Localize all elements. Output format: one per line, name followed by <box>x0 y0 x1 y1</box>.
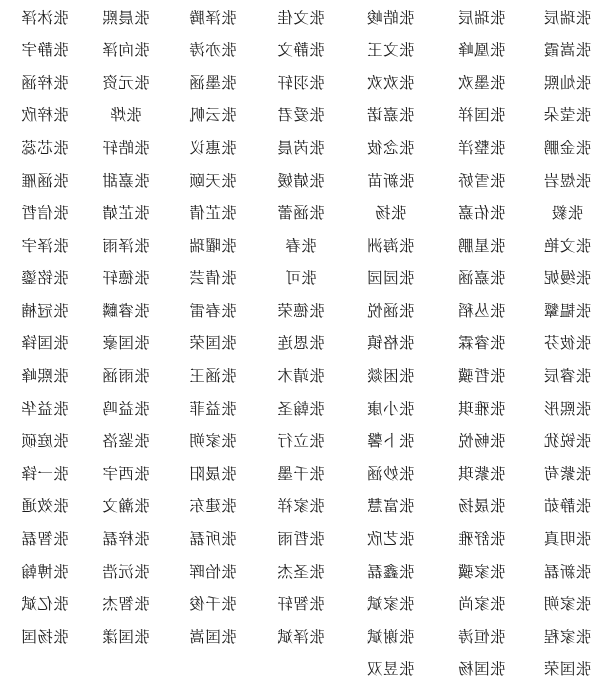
name-cell: 张嘉甜 <box>101 171 150 190</box>
name-cell: 张涵王 <box>189 367 238 386</box>
name-cell: 张皓轩 <box>101 138 150 157</box>
name-cell: 张扬国 <box>20 627 69 646</box>
name-cell: 张沅浩 <box>101 562 150 581</box>
name-cell: 张天颐 <box>189 171 238 190</box>
name-cell: 张泽雨 <box>101 236 150 255</box>
name-row <box>8 654 608 686</box>
name-row <box>8 230 608 263</box>
name-row <box>8 328 608 361</box>
name-cell: 张元资 <box>101 73 150 92</box>
name-cell: 张家朔 <box>543 595 592 614</box>
name-cell: 张涵雁 <box>20 171 69 190</box>
name-cell: 张恒涛 <box>457 627 506 646</box>
name-cell: 张春 <box>284 236 317 255</box>
name-row <box>8 100 608 133</box>
name-cell: 张念彼 <box>366 138 415 157</box>
name-row <box>8 621 608 654</box>
name-cell: 张整洋 <box>457 138 506 157</box>
name-row <box>8 35 608 68</box>
name-cell: 张海洲 <box>366 236 415 255</box>
name-row <box>8 165 608 198</box>
name-cell: 张翰圣 <box>276 399 325 418</box>
name-cell: 张智轩 <box>276 595 325 614</box>
name-cell: 张佑嘉 <box>457 204 506 223</box>
name-cell: 张灿熙 <box>543 73 592 92</box>
name-cell: 张国祥 <box>457 106 506 125</box>
name-cell: 张紫苟 <box>543 464 592 483</box>
name-cell: 张涵悦 <box>366 301 415 320</box>
name-cell: 张春雷 <box>189 301 238 320</box>
name-cell: 张泽腾 <box>189 8 238 27</box>
name-cell: 张立行 <box>276 432 325 451</box>
name-cell: 张富慧 <box>366 497 415 516</box>
name-cell: 张谢斌 <box>366 627 415 646</box>
name-cell: 张新苗 <box>366 171 415 190</box>
name-cell: 张梓涵 <box>20 73 69 92</box>
name-cell: 张向泽 <box>101 41 150 60</box>
name-cell: 张鑫磊 <box>366 562 415 581</box>
name-cell: 张圣杰 <box>276 562 325 581</box>
name-row <box>8 393 608 426</box>
name-cell: 张可 <box>284 269 317 288</box>
name-cell: 张西宇 <box>101 464 150 483</box>
name-cell: 张国荣 <box>543 660 592 679</box>
name-cell: 张哲骥 <box>457 367 506 386</box>
name-cell: 张晟扬 <box>457 497 506 516</box>
name-row <box>8 295 608 328</box>
name-cell: 张国荣 <box>189 334 238 353</box>
name-row <box>8 2 608 35</box>
name-cell: 张国漾 <box>101 627 150 646</box>
name-cell: 张鉴洛 <box>101 432 150 451</box>
name-cell: 张涵蕾 <box>276 204 325 223</box>
name-row <box>8 589 608 622</box>
name-cell: 张哲雨 <box>276 530 325 549</box>
name-cell: 张益菲 <box>189 399 238 418</box>
name-cell: 张婧媛 <box>276 171 325 190</box>
name-cell: 张舒雅 <box>457 530 506 549</box>
name-cell: 张锐犹 <box>543 432 592 451</box>
name-cell: 张曜瑞 <box>189 236 238 255</box>
name-row <box>8 132 608 165</box>
name-cell: 张墨欢 <box>457 73 506 92</box>
name-cell: 张彼芬 <box>543 334 592 353</box>
name-cell: 张靖木 <box>276 367 325 386</box>
name-cell: 张嘉涵 <box>457 269 506 288</box>
name-cell: 张煜岩 <box>543 171 592 190</box>
name-cell: 张毅 <box>551 204 584 223</box>
name-cell: 张扬 <box>374 204 407 223</box>
name-cell: 张格镇 <box>366 334 415 353</box>
name-cell: 张惠议 <box>189 138 238 157</box>
name-cell: 张文佳 <box>276 8 325 27</box>
name-cell: 张睿辰 <box>543 367 592 386</box>
name-cell: 张金鹏 <box>543 138 592 157</box>
name-cell: 张芯蕊 <box>20 138 69 157</box>
name-cell: 张睿麟 <box>101 301 150 320</box>
name-cell: 张德荣 <box>276 301 325 320</box>
name-cell: 张家祥 <box>276 497 325 516</box>
name-cell: 张芮晨 <box>276 138 325 157</box>
name-cell: 张熙彤 <box>543 399 592 418</box>
name-cell: 张铭鎏 <box>20 269 69 288</box>
name-cell: 张静文 <box>276 41 325 60</box>
name-cell: 张瑞辰 <box>457 8 506 27</box>
name-cell: 张文王 <box>366 41 415 60</box>
name-cell: 张困燚 <box>366 367 415 386</box>
name-cell: 张羽轩 <box>276 73 325 92</box>
name-grid <box>8 2 608 686</box>
name-row <box>8 263 608 296</box>
name-cell: 张一锋 <box>20 464 69 483</box>
name-cell: 张恩连 <box>276 334 325 353</box>
name-cell: 张家骥 <box>457 562 506 581</box>
name-cell: 张新磊 <box>543 562 592 581</box>
name-cell: 张千俊 <box>189 595 238 614</box>
name-cell: 张园园 <box>366 269 415 288</box>
name-cell: 张熙峰 <box>20 367 69 386</box>
name-cell: 张文艳 <box>543 236 592 255</box>
name-row <box>8 67 608 100</box>
name-cell: 张艺欣 <box>366 530 415 549</box>
name-cell: 张芷倩 <box>189 204 238 223</box>
name-cell: 张星鹏 <box>457 236 506 255</box>
name-cell: 张卜馨 <box>366 432 415 451</box>
name-cell: 张家斌 <box>366 595 415 614</box>
name-cell: 张冠楠 <box>20 301 69 320</box>
name-cell: 张智磊 <box>20 530 69 549</box>
name-cell: 张烨 <box>109 106 142 125</box>
name-cell: 张紫琪 <box>457 464 506 483</box>
name-cell: 张芷婧 <box>101 204 150 223</box>
name-cell: 张瑞辰 <box>543 8 592 27</box>
name-cell: 张韫颦 <box>543 301 592 320</box>
name-cell: 张益鸣 <box>101 399 150 418</box>
name-cell: 张国嵩 <box>189 627 238 646</box>
name-cell: 张晟阳 <box>189 464 238 483</box>
name-cell: 张梓磊 <box>101 530 150 549</box>
name-cell: 张爱君 <box>276 106 325 125</box>
name-cell: 张效通 <box>20 497 69 516</box>
name-row <box>8 556 608 589</box>
name-cell: 张梓欣 <box>20 106 69 125</box>
name-cell: 张雅琪 <box>457 399 506 418</box>
name-cell: 张家朔 <box>189 432 238 451</box>
name-cell: 张莹朵 <box>543 106 592 125</box>
name-cell: 张睿霖 <box>457 334 506 353</box>
name-row <box>8 458 608 491</box>
name-row <box>8 426 608 459</box>
name-cell: 张所磊 <box>189 530 238 549</box>
name-cell: 张倩芸 <box>189 269 238 288</box>
name-cell: 张国杨 <box>457 660 506 679</box>
name-cell: 张皓峻 <box>366 8 415 27</box>
name-cell: 张德轩 <box>101 269 150 288</box>
name-cell: 张益华 <box>20 399 69 418</box>
name-cell: 张千墨 <box>276 464 325 483</box>
name-cell: 张国豪 <box>101 334 150 353</box>
name-cell: 张昱双 <box>366 660 415 679</box>
name-row <box>8 491 608 524</box>
name-cell: 张欢欢 <box>366 73 415 92</box>
name-cell: 张静茹 <box>543 497 592 516</box>
name-row <box>8 198 608 231</box>
name-cell: 张沐泽 <box>20 8 69 27</box>
name-cell: 张缦妮 <box>543 269 592 288</box>
name-cell: 张雨涵 <box>101 367 150 386</box>
name-cell: 张雪娇 <box>457 171 506 190</box>
name-cell: 张瀚文 <box>101 497 150 516</box>
name-cell: 张博翰 <box>20 562 69 581</box>
name-cell: 张小康 <box>366 399 415 418</box>
name-cell: 张墨涵 <box>189 73 238 92</box>
name-row <box>8 361 608 394</box>
name-cell: 张信哲 <box>20 204 69 223</box>
name-cell: 张云帆 <box>189 106 238 125</box>
name-cell: 张丛稻 <box>457 301 506 320</box>
name-cell: 张嘉诺 <box>366 106 415 125</box>
name-cell: 张静宇 <box>20 41 69 60</box>
name-cell: 张嵩霞 <box>543 41 592 60</box>
name-cell: 张智杰 <box>101 595 150 614</box>
name-cell: 张凰峰 <box>457 41 506 60</box>
name-cell: 张怡晖 <box>189 562 238 581</box>
name-cell: 张亿斌 <box>20 595 69 614</box>
name-cell: 张庭硕 <box>20 432 69 451</box>
name-cell: 张泽宇 <box>20 236 69 255</box>
name-cell: 张亦涛 <box>189 41 238 60</box>
name-cell: 张建东 <box>189 497 238 516</box>
name-cell: 张晨熙 <box>101 8 150 27</box>
name-cell: 张妙涵 <box>366 464 415 483</box>
name-cell: 张泽斌 <box>276 627 325 646</box>
name-cell: 张明真 <box>543 530 592 549</box>
name-row <box>8 524 608 557</box>
name-cell: 张家程 <box>543 627 592 646</box>
name-cell: 张国锋 <box>20 334 69 353</box>
name-cell: 张家尚 <box>457 595 506 614</box>
name-cell: 张畅悦 <box>457 432 506 451</box>
